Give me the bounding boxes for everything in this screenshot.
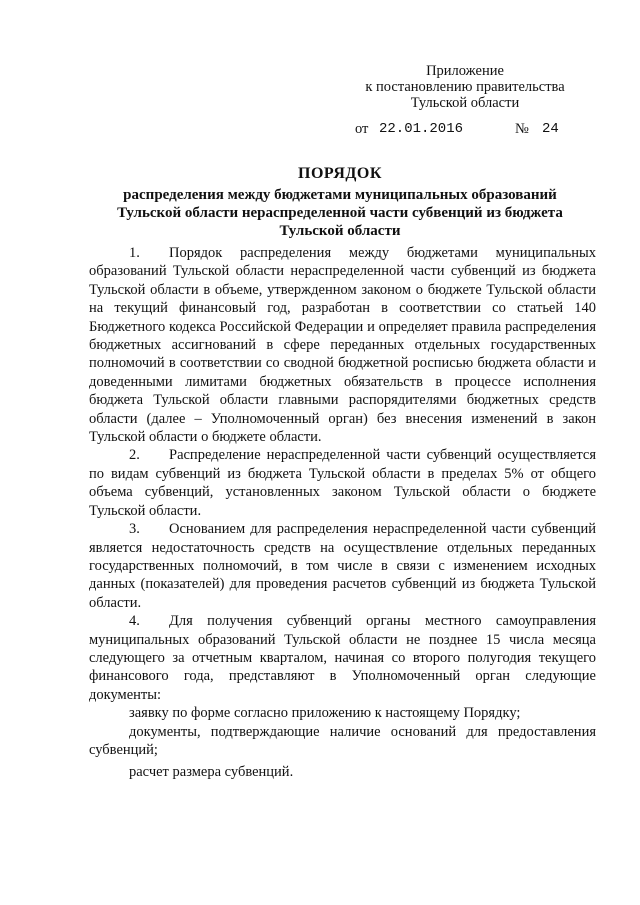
document-date: 22.01.2016 [379,121,464,137]
appendix-header [350,63,580,111]
paragraph-text: Порядок распределения между бюджетами муниципальных образований Тульской области нераспределенной части субвенций из бюджета Тульской области в объеме, утвержденном законом о бюджете Тульской области на текущий финансовый год, разработан в соответствии со статьей 140 Бюджетного кодекса Российской Федерации и определяет правила распределения бюджетных ассигнований в сфере переданных отдельных государственных полномочий в соответствии со сводной бюджетной росписью бюджета области и доведенными лимитами бюджетных обязательств в процессе исполнения бюджета Тульской области главными распорядителями бюджетных средств области (далее – Уполномоченный орган) без внесения изменений в закон Тульской области о бюджете области. [89,245,596,446]
subtitle-line: распределения между бюджетами муниципальных образований [123,187,557,203]
document-body [89,244,596,782]
paragraph-3 [89,520,596,612]
list-item: заявку по форме согласно приложению к настоящему Порядку; [129,705,521,722]
appendix-line: Тульской области [410,95,520,111]
appendix-line: Приложение [426,63,504,79]
document-subtitle [90,186,590,240]
paragraph-number: 1. [129,245,140,261]
paragraph-2 [89,446,596,520]
paragraph-1 [89,244,596,446]
paragraph-text: Основанием для распределения нераспределенной части субвенций является недостаточность средств на осуществление отдельных переданных государственных полномочий, в том числе в связи с изменением исходных данных (показателей) для проведения расчетов субвенций из бюджета Тульской области. [89,521,596,611]
appendix-line: к постановлению правительства [365,79,565,95]
from-label: от [355,121,369,137]
paragraph-text: Распределение нераспределенной части субвенций осуществляется по видам субвенций из бюджета Тульской области в пределах 5% от общего объема субвенций, установленных законом Тульской области о бюджете Тульской области. [89,447,596,519]
paragraph-4 [89,612,596,704]
document-title: ПОРЯДОК [298,165,382,182]
paragraph-number: 4. [129,613,140,630]
subtitle-line: Тульской области нераспределенной части субвенций из бюджета [117,205,563,221]
subtitle-line: Тульской области [279,223,401,239]
paragraph-number: 3. [129,521,140,538]
document-number: 24 [542,121,559,137]
paragraph-number: 2. [129,447,140,464]
list-item: документы, подтверждающие наличие оснований для предоставления субвенций; [89,723,596,758]
list-item: расчет размера субвенций. [129,764,294,781]
document-reference [355,121,559,138]
number-label: № [515,121,529,137]
paragraph-text: Для получения субвенций органы местного самоуправления муниципальных образований Тульской области не позднее 15 числа месяца следующего за отчетным кварталом, начиная со второго полугодия текущего финансового года, представляют в Уполномоченный орган следующие документы: [89,613,596,703]
